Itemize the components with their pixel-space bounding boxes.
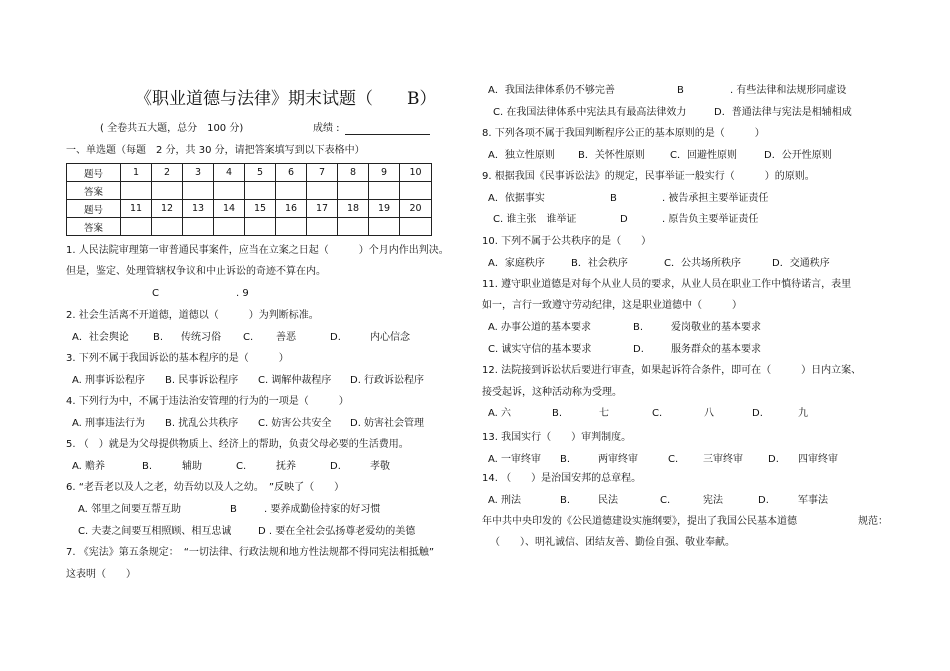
answer-cell[interactable] bbox=[369, 182, 400, 200]
option: A. 刑事诉讼程序 bbox=[72, 375, 146, 386]
option: C. bbox=[652, 408, 663, 419]
question-6: 6. “老吾老以及人之老，幼吾幼以及人之幼。 ”反映了（ ） bbox=[66, 482, 345, 493]
question-number: 19 bbox=[369, 200, 400, 218]
answer-cell[interactable] bbox=[121, 218, 152, 236]
answer-cell[interactable] bbox=[245, 218, 276, 236]
option: A. 赡养 bbox=[72, 461, 106, 472]
question-number: 13 bbox=[183, 200, 214, 218]
option: B. 扰乱公共秩序 bbox=[165, 418, 239, 429]
option: D．公开性原则 bbox=[764, 150, 832, 161]
question-number: 17 bbox=[307, 200, 338, 218]
question-8: 8. 下列各项不属于我国判断程序公正的基本原则的是（ ） bbox=[482, 128, 765, 139]
option: B．关怀性原则 bbox=[578, 150, 645, 161]
option: B．社会秩序 bbox=[571, 258, 628, 269]
answer-cell[interactable] bbox=[214, 182, 245, 200]
option: . 原告负主要举证责任 bbox=[662, 214, 759, 225]
question-number: 10 bbox=[400, 164, 432, 182]
question-number: 6 bbox=[276, 164, 307, 182]
question-15-line1-end: 规范： bbox=[858, 516, 888, 527]
option: 爱岗敬业的基本要求 bbox=[671, 322, 761, 333]
option: D. bbox=[330, 461, 341, 472]
option: 传统习俗 bbox=[181, 332, 221, 343]
option: A. 一审终审 bbox=[488, 454, 542, 465]
question-number: 1 bbox=[121, 164, 152, 182]
answer-table bbox=[66, 163, 432, 236]
option: C．公共场所秩序 bbox=[664, 258, 741, 269]
option: B bbox=[230, 504, 237, 515]
question-12-line1: 12. 法院接到诉讼状后要进行审查，如果起诉符合条件，即可在（ ）日内立案、 bbox=[482, 365, 862, 376]
question-11-line1: 11. 遵守职业道德是对每个从业人员的要求，从业人员在职业工作中慎待诺言，表里 bbox=[482, 279, 852, 290]
option: D．普通法律与宪法是相辅相成 bbox=[714, 107, 852, 118]
option: 四审终审 bbox=[798, 454, 838, 465]
question-number: 12 bbox=[152, 200, 183, 218]
score-label: 成绩 : bbox=[313, 123, 340, 134]
option: B. bbox=[153, 332, 164, 343]
table-row bbox=[67, 182, 432, 200]
option: 善恶 bbox=[276, 332, 296, 343]
question-number: 11 bbox=[121, 200, 152, 218]
question-14: 14. （ ）是治国安邦的总章程。 bbox=[482, 473, 642, 484]
question-number: 2 bbox=[152, 164, 183, 182]
question-15-line2: （ ）、明礼诚信、团结友善、勤俭自强、敬业奉献。 bbox=[490, 537, 735, 548]
answer-header: 答案 bbox=[67, 218, 121, 236]
question-15-line1: 年中共中央印发的《公民道德建设实施纲要》，提出了我国公民基本道德 bbox=[482, 516, 797, 527]
question-number: 3 bbox=[183, 164, 214, 182]
option: D bbox=[620, 214, 628, 225]
option: D．交通秩序 bbox=[772, 258, 830, 269]
question-number: 4 bbox=[214, 164, 245, 182]
option: B bbox=[677, 85, 684, 96]
question-1-line2: 但是，鉴定、处理管辖权争议和中止诉讼的奇迹不算在内。 bbox=[66, 266, 326, 277]
option: C. bbox=[660, 495, 671, 506]
question-number: 7 bbox=[307, 164, 338, 182]
option: A．依据事实 bbox=[488, 193, 545, 204]
option: C. 妨害公共安全 bbox=[258, 418, 332, 429]
question-number-header: 题号 bbox=[67, 200, 121, 218]
question-7-line2: 这表明（ ） bbox=[66, 569, 136, 580]
option: C. 调解仲裁程序 bbox=[258, 375, 332, 386]
option: A．独立性原则 bbox=[488, 150, 555, 161]
table-row bbox=[67, 164, 432, 182]
option: A. 邻里之间要互帮互助 bbox=[78, 504, 182, 515]
question-13: 13. 我国实行（ ）审判制度。 bbox=[482, 432, 632, 443]
question-10: 10. 下列不属于公共秩序的是（ ） bbox=[482, 236, 652, 247]
option: 辅助 bbox=[182, 461, 202, 472]
option: 孝敬 bbox=[370, 461, 390, 472]
table-row bbox=[67, 218, 432, 236]
option: . 要养成勤俭持家的好习惯 bbox=[264, 504, 381, 515]
question-number: 15 bbox=[245, 200, 276, 218]
question-2: 2. 社会生活离不开道德，道德以（ ）为判断标准。 bbox=[66, 310, 319, 321]
option: . 被告承担主要举证责任 bbox=[662, 193, 769, 204]
question-number: 9 bbox=[369, 164, 400, 182]
answer-cell[interactable] bbox=[338, 218, 369, 236]
question-number: 18 bbox=[338, 200, 369, 218]
question-number: 20 bbox=[400, 200, 432, 218]
option: 七 bbox=[599, 408, 609, 419]
option: B. bbox=[142, 461, 153, 472]
answer-cell[interactable] bbox=[214, 218, 245, 236]
answer-cell[interactable] bbox=[183, 218, 214, 236]
answer-cell[interactable] bbox=[276, 218, 307, 236]
section-heading: 一、单选题（每题 2 分，共 30 分，请把答案填写到以下表格中） bbox=[66, 145, 365, 156]
option: B bbox=[610, 193, 617, 204]
question-7-line1: 7. 《宪法》第五条规定： “一切法律、行政法规和地方性法规都不得同宪法相抵触” bbox=[66, 547, 435, 558]
option: B. bbox=[552, 408, 563, 419]
option: 三审终审 bbox=[703, 454, 743, 465]
table-row bbox=[67, 200, 432, 218]
option: 九 bbox=[798, 408, 808, 419]
option: D . 要在全社会弘扬尊老爱幼的美德 bbox=[258, 526, 416, 537]
answer-cell[interactable] bbox=[121, 182, 152, 200]
option: C. 诚实守信的基本要求 bbox=[488, 344, 592, 355]
option: D. 妨害社会管理 bbox=[350, 418, 425, 429]
answer-cell[interactable] bbox=[152, 218, 183, 236]
option: . 有些法律和法规形同虚设 bbox=[730, 85, 847, 96]
option: D. bbox=[758, 495, 769, 506]
question-number: 16 bbox=[276, 200, 307, 218]
answer-cell[interactable] bbox=[152, 182, 183, 200]
question-number: 8 bbox=[338, 164, 369, 182]
option: A. 刑法 bbox=[488, 495, 522, 506]
option: 民法 bbox=[598, 495, 618, 506]
option: A. 办事公道的基本要求 bbox=[488, 322, 592, 333]
exam-subtitle: ( 全卷共五大题，总分 100 分) bbox=[100, 123, 244, 134]
option: C. 夫妻之间要互相照顾、相互忠诚 bbox=[78, 526, 232, 537]
score-blank[interactable] bbox=[345, 134, 430, 135]
option: A. 刑事违法行为 bbox=[72, 418, 146, 429]
question-4: 4. 下列行为中，不属于违法治安管理的行为的一项是（ ） bbox=[66, 396, 349, 407]
answer-cell[interactable] bbox=[400, 182, 432, 200]
answer-cell[interactable] bbox=[307, 218, 338, 236]
option: C. bbox=[236, 461, 247, 472]
question-5: 5. （ ）就是为父母提供物质上、经济上的帮助，负责父母必要的生活费用。 bbox=[66, 439, 409, 450]
option: A．家庭秩序 bbox=[488, 258, 545, 269]
question-1-option-d: . 9 bbox=[236, 288, 249, 299]
question-number-header: 题号 bbox=[67, 164, 121, 182]
option: C．回避性原则 bbox=[670, 150, 737, 161]
question-number: 5 bbox=[245, 164, 276, 182]
question-9: 9. 根据我国《民事诉讼法》的规定，民事举证一般实行（ ）的原则。 bbox=[482, 171, 815, 182]
answer-cell[interactable] bbox=[400, 218, 432, 236]
answer-header: 答案 bbox=[67, 182, 121, 200]
option: C. 在我国法律体系中宪法具有最高法律效力 bbox=[493, 107, 687, 118]
option: B. 民事诉讼程序 bbox=[165, 375, 239, 386]
option: 抚养 bbox=[276, 461, 296, 472]
answer-cell[interactable] bbox=[245, 182, 276, 200]
question-1-option-c: C bbox=[152, 288, 159, 299]
option: C. bbox=[243, 332, 254, 343]
answer-cell[interactable] bbox=[276, 182, 307, 200]
option: B. bbox=[560, 495, 571, 506]
question-1-line1: 1. 人民法院审理第一审普通民事案件，应当在立案之日起（ ）个月内作出判决。 bbox=[66, 245, 449, 256]
option: 宪法 bbox=[703, 495, 723, 506]
answer-cell[interactable] bbox=[183, 182, 214, 200]
option: C. bbox=[668, 454, 679, 465]
question-11-line2: 如一，言行一致遵守劳动纪律，这是职业道德中（ ） bbox=[482, 300, 742, 311]
exam-title: 《职业道德与法律》期末试题（ B） bbox=[135, 89, 437, 109]
option: B. bbox=[560, 454, 571, 465]
answer-cell[interactable] bbox=[369, 218, 400, 236]
option: 两审终审 bbox=[598, 454, 638, 465]
option: 八 bbox=[704, 408, 714, 419]
option: C. 谁主张 谁举证 bbox=[493, 214, 577, 225]
option: A．我国法律体系仍不够完善 bbox=[488, 85, 615, 96]
option: D. bbox=[330, 332, 341, 343]
option: 内心信念 bbox=[370, 332, 410, 343]
option: B. bbox=[633, 322, 644, 333]
option: D. bbox=[768, 454, 779, 465]
option: 服务群众的基本要求 bbox=[671, 344, 761, 355]
answer-cell[interactable] bbox=[307, 182, 338, 200]
option: D. 行政诉讼程序 bbox=[350, 375, 425, 386]
option: A. 六 bbox=[488, 408, 512, 419]
question-3: 3. 下列不属于我国诉讼的基本程序的是（ ） bbox=[66, 353, 289, 364]
option: D. bbox=[633, 344, 644, 355]
question-number: 14 bbox=[214, 200, 245, 218]
option: D. bbox=[752, 408, 763, 419]
option: 军事法 bbox=[798, 495, 828, 506]
answer-cell[interactable] bbox=[338, 182, 369, 200]
question-12-line2: 接受起诉，这种活动称为受理。 bbox=[482, 387, 622, 398]
option: A．社会舆论 bbox=[72, 332, 129, 343]
